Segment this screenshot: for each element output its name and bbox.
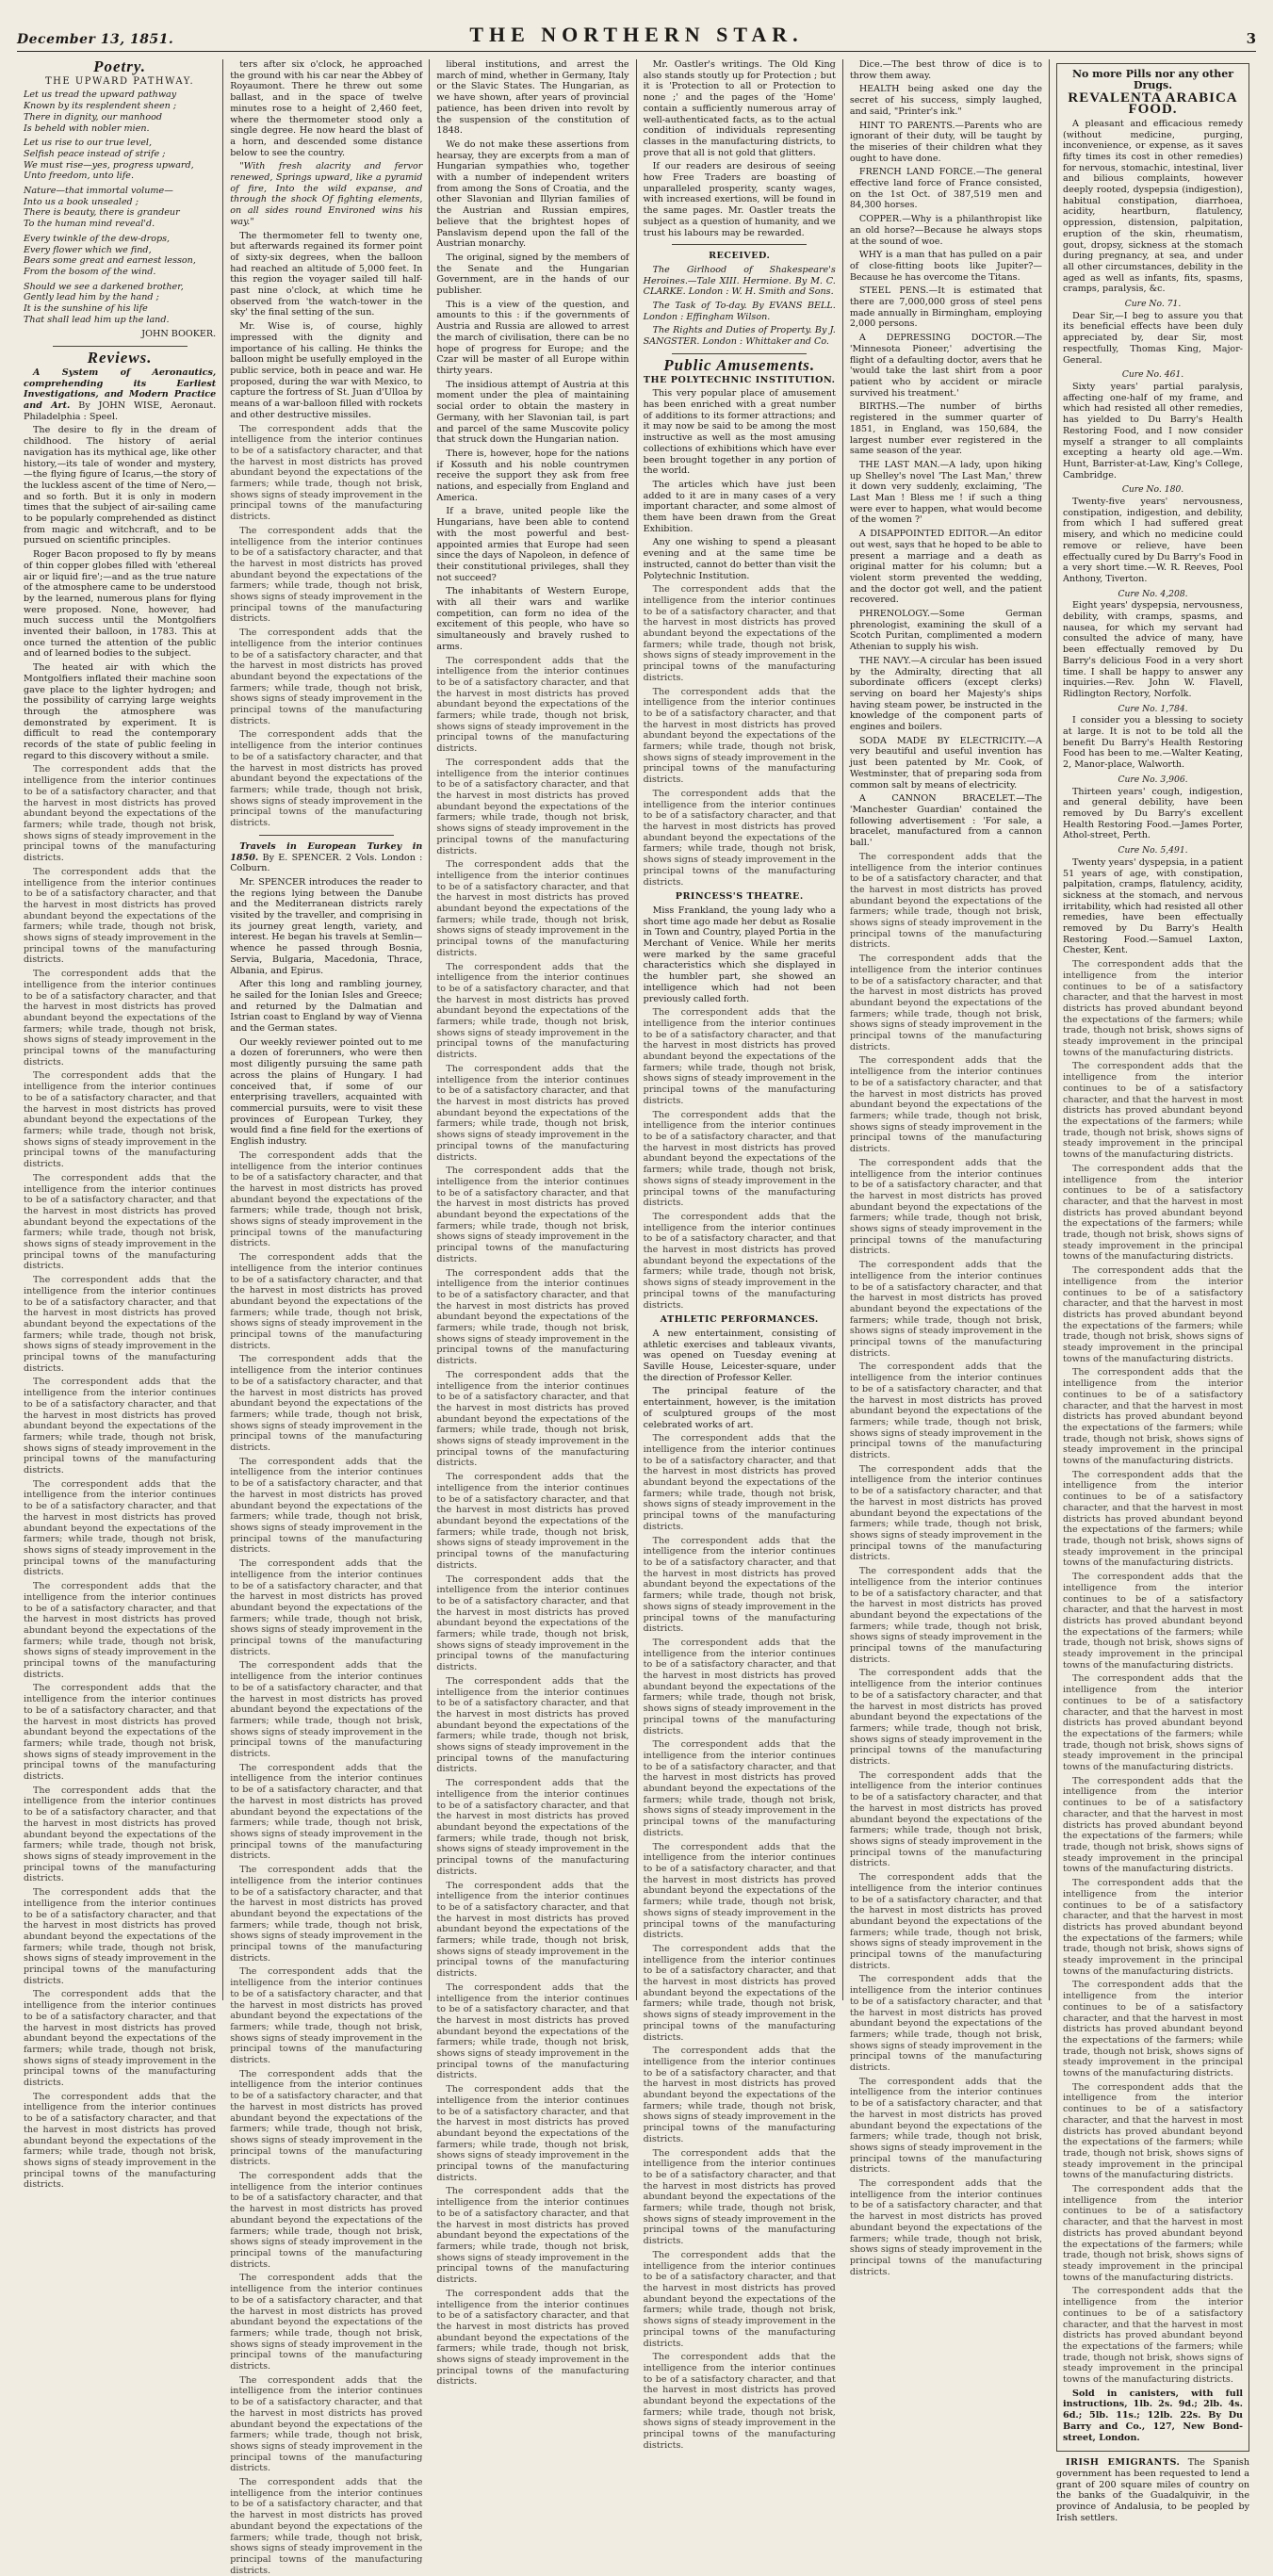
body-paragraph: The correspondent adds that the intelligence from the interior continues to be of a satisfactory character, and that the harvest in most districts has proved abundant beyond the expectations of the farmers; while trade, though not brisk, shows signs of steady improvement in the principal towns of the manufacturing districts. (849, 1260, 1043, 1359)
body-paragraph: The correspondent adds that the intelligence from the interior continues to be of a satisfactory character, and that the harvest in most districts has proved abundant beyond the expectations of the farmers; while trade, though not brisk, shows signs of steady improvement in the principal towns of the manufacturing districts. (1063, 2081, 1244, 2181)
body-paragraph: The correspondent adds that the intelligence from the interior continues to be of a satisfactory character, and that the harvest in most districts has proved abundant beyond the expectations of the farmers; while trade, though not brisk, shows signs of steady improvement in the principal towns of the manufacturing districts. (1063, 1775, 1244, 1875)
body-paragraph: The correspondent adds that the intelligence from the interior continues to be of a satisfactory character, and that the harvest in most districts has proved abundant beyond the expectations of the farmers; while trade, though not brisk, shows signs of steady improvement in the principal towns of the manufacturing districts. (230, 1865, 423, 1964)
body-paragraph: The correspondent adds that the intelligence from the interior continues to be of a satisfactory character, and that the harvest in most districts has proved abundant beyond the expectations of the farmers; while trade, though not brisk, shows signs of steady improvement in the principal towns of the manufacturing districts. (230, 525, 423, 625)
divider (672, 244, 807, 245)
body-paragraph: The correspondent adds that the intelligence from the interior continues to be of a satisfactory character, and that the harvest in most districts has proved abundant beyond the expectations of the farmers; while trade, though not brisk, shows signs of steady improvement in the principal towns of the manufacturing districts. (849, 2178, 1043, 2277)
body-paragraph: The correspondent adds that the intelligence from the interior continues to be of a satisfactory character, and that the harvest in most districts has proved abundant beyond the expectations of the farmers; while trade, though not brisk, shows signs of steady improvement in the principal towns of the manufacturing districts. (24, 1172, 217, 1272)
testimonial-number: Cure No. 71. (1124, 299, 1182, 310)
column-6 (1050, 59, 1256, 2523)
body-paragraph: The correspondent adds that the intelligence from the interior continues to be of a satisfactory character, and that the harvest in most districts has proved abundant beyond the expectations of the farmers; while trade, though not brisk, shows signs of steady improvement in the principal towns of the manufacturing districts. (643, 2147, 836, 2247)
body-paragraph: The correspondent adds that the intelligence from the interior continues to be of a satisfactory character, and that the harvest in most districts has proved abundant beyond the expectations of the farmers; while trade, though not brisk, shows signs of steady improvement in the principal towns of the manufacturing districts. (643, 584, 836, 683)
body-paragraph: The correspondent adds that the intelligence from the interior continues to be of a satisfactory character, and that the harvest in most districts has proved abundant beyond the expectations of the farmers; while trade, though not brisk, shows signs of steady improvement in the principal towns of the manufacturing districts. (230, 1762, 423, 1862)
athletic-heading: ATHLETIC PERFORMANCES. (660, 1314, 819, 1326)
body-paragraph: The correspondent adds that the intelligence from the interior continues to be of a satisfactory character, and that the harvest in most districts has proved abundant beyond the expectations of the farmers; while trade, though not brisk, shows signs of steady improvement in the principal towns of the manufacturing districts. (643, 1433, 836, 1532)
body-paragraph: The correspondent adds that the intelligence from the interior continues to be of a satisfactory character, and that the harvest in most districts has proved abundant beyond the expectations of the farmers; while trade, though not brisk, shows signs of steady improvement in the principal towns of the manufacturing districts. (1063, 1265, 1244, 1364)
body-paragraph: The correspondent adds that the intelligence from the interior continues to be of a satisfactory character, and that the harvest in most districts has proved abundant beyond the expectations of the farmers; while trade, though not brisk, shows signs of steady improvement in the principal towns of the manufacturing districts. (24, 1581, 217, 1680)
body-paragraph: The correspondent adds that the intelligence from the interior continues to be of a satisfactory character, and that the harvest in most districts has proved abundant beyond the expectations of the farmers; while trade, though not brisk, shows signs of steady improvement in the principal towns of the manufacturing districts. (849, 2076, 1043, 2176)
advertisement-revalenta (1056, 63, 1249, 2452)
column-1 (17, 57, 223, 2191)
body-paragraph: Mr. Oastler's writings. The Old King also stands stoutly up for Protection ; but it is 'Protection to all or Protection to none ;' and the pages of the 'Home' contain a sufficiently numerous array of well-authenticated facts, as to the actual condition of individuals representing classes in the manufacturing districts, to prove that all is not gold that glitters. (643, 59, 836, 158)
body-paragraph: The correspondent adds that the intelligence from the interior continues to be of a satisfactory character, and that the harvest in most districts has proved abundant beyond the expectations of the farmers; while trade, though not brisk, shows signs of steady improvement in the principal towns of the manufacturing districts. (1063, 1163, 1244, 1263)
review-book-title: Travels in European Turkey in 1850. (230, 840, 423, 863)
body-paragraph: The correspondent adds that the intelligence from the interior continues to be of a satisfactory character, and that the harvest in most districts has proved abundant beyond the expectations of the farmers; while trade, though not brisk, shows signs of steady improvement in the principal towns of the manufacturing districts. (436, 1472, 629, 1571)
testimonial-text: Dear Sir,—I beg to assure you that its beneficial effects have been duly appreciated by, dear Sir, most respectfully, Thomas King, Major-General. (1063, 310, 1244, 366)
ad-footer: Sold in canisters, with full instructions, 1lb. 2s. 9d.; 2lb. 4s. 6d.; 5lb. 11s.; 12lb. 22s. By Du Barry and Co., 127, New Bond-street, London. (1063, 2388, 1244, 2443)
body-paragraph: ters after six o'clock, he approached the ground with his car near the Abbey of Royaumont. There he threw out some ballast, and in the space of twelve minutes rose to a height of 2,460 feet, where the thermometer stood only a single degree. He now heard the blast of a horn, and descended some distance below to see the country. (230, 59, 423, 158)
miscellany-item: Dice.—The best throw of dice is to throw them away. (849, 59, 1043, 81)
body-paragraph: The correspondent adds that the intelligence from the interior continues to be of a satisfactory character, and that the harvest in most districts has proved abundant beyond the expectations of the farmers; while trade, though not brisk, shows signs of steady improvement in the principal towns of the manufacturing districts. (849, 1668, 1043, 1768)
body-paragraph: The correspondent adds that the intelligence from the interior continues to be of a satisfactory character, and that the harvest in most districts has proved abundant beyond the expectations of the farmers; while trade, though not brisk, shows signs of steady improvement in the principal towns of the manufacturing districts. (230, 1456, 423, 1556)
body-paragraph: The correspondent adds that the intelligence from the interior continues to be of a satisfactory character, and that the harvest in most districts has proved abundant beyond the expectations of the farmers; while trade, though not brisk, shows signs of steady improvement in the principal towns of the manufacturing districts. (24, 2091, 217, 2191)
body-paragraph: The correspondent adds that the intelligence from the interior continues to be of a satisfactory character, and that the harvest in most districts has proved abundant beyond the expectations of the farmers; while trade, though not brisk, shows signs of steady improvement in the principal towns of the manufacturing districts. (230, 423, 423, 523)
testimonial-text: Sixty years' partial paralysis, affecting one-half of my frame, and which had resisted all other remedies, has yielded to Du Barry's Health Restoring Food, and I now consider myself a stranger to all complaints excepting a hearty old age.—Wm. Hunt, Barrister-at-Law, King's College, Cambridge. (1063, 381, 1244, 481)
body-paragraph: The correspondent adds that the intelligence from the interior continues to be of a satisfactory character, and that the harvest in most districts has proved abundant beyond the expectations of the farmers; while trade, though not brisk, shows signs of steady improvement in the principal towns of the manufacturing districts. (436, 1675, 629, 1775)
body-paragraph: The correspondent adds that the intelligence from the interior continues to be of a satisfactory character, and that the harvest in most districts has proved abundant beyond the expectations of the farmers; while trade, though not brisk, shows signs of steady improvement in the principal towns of the manufacturing districts. (436, 1166, 629, 1264)
miscellany-item: COPPER.—Why is a philanthropist like an old horse?—Because he always stops at the sound of woe. (849, 214, 1043, 247)
body-paragraph: The correspondent adds that the intelligence from the interior continues to be of a satisfactory character, and that the harvest in most districts has proved abundant beyond the expectations of the farmers; while trade, though not brisk, shows signs of steady improvement in the principal towns of the manufacturing districts. (24, 1275, 217, 1374)
body-paragraph: The correspondent adds that the intelligence from the interior continues to be of a satisfactory character, and that the harvest in most districts has proved abundant beyond the expectations of the farmers; while trade, though not brisk, shows signs of steady improvement in the principal towns of the manufacturing districts. (643, 1109, 836, 1209)
review-byline: By E. SPENCER. 2 Vols. London : Colburn. (230, 852, 423, 874)
body-paragraph: The correspondent adds that the intelligence from the interior continues to be of a satisfactory character, and that the harvest in most districts has proved abundant beyond the expectations of the farmers; while trade, though not brisk, shows signs of steady improvement in the principal towns of the manufacturing districts. (436, 1778, 629, 1877)
miscellany-item: HEALTH being asked one day the secret of his success, simply laughed, and said, "Printer's ink." (849, 84, 1043, 117)
poem-stanza: Nature—that immortal volume— Into us a book unsealed ; There is beauty, there is grandeur To the human mind reveal'd. (24, 186, 180, 230)
body-paragraph: The articles which have just been added to it are in many cases of a very important character, and some almost of them have been drawn from the Great Exhibition. (643, 479, 836, 534)
miscellany-item: A CANNON BRACELET.—The 'Manchester Guardian' contained the following advertisement : 'For sale, a bracelet, manufactured from a cannon ball.' (849, 793, 1043, 849)
body-paragraph: The correspondent adds that the intelligence from the interior continues to be of a satisfactory character, and that the harvest in most districts has proved abundant beyond the expectations of the farmers; while trade, though not brisk, shows signs of steady improvement in the principal towns of the manufacturing districts. (436, 1267, 629, 1367)
poem-stanza: Every twinkle of the dew-drops, Every flower which we find, Bears some great and earnest lesson, From the bosom of the wind. (24, 233, 196, 277)
body-paragraph: The correspondent adds that the intelligence from the interior continues to be of a satisfactory character, and that the harvest in most districts has proved abundant beyond the expectations of the farmers; while trade, though not brisk, shows signs of steady improvement in the principal towns of the manufacturing districts. (230, 2477, 423, 2576)
body-paragraph: Miss Frankland, the young lady who a short time ago made her debut as Rosalie in Town and Country, played Portia in the Merchant of Venice. While her merits were marked by the same graceful characteristics which she displayed in the humbler part, she showed an intelligence which had not been previously called forth. (643, 905, 836, 1004)
body-paragraph: The correspondent adds that the intelligence from the interior continues to be of a satisfactory character, and that the harvest in most districts has proved abundant beyond the expectations of the farmers; while trade, though not brisk, shows signs of steady improvement in the principal towns of the manufacturing districts. (643, 788, 836, 888)
miscellany-item: A DEPRESSING DOCTOR.—The 'Minnesota Pioneer,' advertising the flight of a defaulting doctor, avers that he 'would take the last shirt from a poor patient who by accident or miracle survived his treatment.' (849, 333, 1043, 399)
body-paragraph: The correspondent adds that the intelligence from the interior continues to be of a satisfactory character, and that the harvest in most districts has proved abundant beyond the expectations of the farmers; while trade, though not brisk, shows signs of steady improvement in the principal towns of the manufacturing districts. (849, 1463, 1043, 1563)
body-paragraph: The correspondent adds that the intelligence from the interior continues to be of a satisfactory character, and that the harvest in most districts has proved abundant beyond the expectations of the farmers; while trade, though not brisk, shows signs of steady improvement in the principal towns of the manufacturing districts. (24, 764, 217, 864)
testimonial-number: Cure No. 1,784. (1118, 703, 1188, 714)
institution-heading: THE POLYTECHNIC INSTITUTION. (643, 374, 836, 385)
columns (17, 57, 1256, 2576)
body-paragraph: The correspondent adds that the intelligence from the interior continues to be of a satisfactory character, and that the harvest in most districts has proved abundant beyond the expectations of the farmers; while trade, though not brisk, shows signs of steady improvement in the principal towns of the manufacturing districts. (436, 961, 629, 1061)
section-heading-poetry: Poetry. (93, 57, 147, 75)
newspaper-title: THE NORTHERN STAR. (469, 23, 804, 46)
miscellany-item: BIRTHS.—The number of births registered in the summer quarter of 1851, in England, was 150,684, the largest number ever registered in the same season of the year. (849, 401, 1043, 457)
received-item: The Task of To-day. By EVANS BELL. London : Effingham Wilson. (643, 301, 836, 322)
body-paragraph: The correspondent adds that the intelligence from the interior continues to be of a satisfactory character, and that the harvest in most districts has proved abundant beyond the expectations of the farmers; while trade, though not brisk, shows signs of steady improvement in the principal towns of the manufacturing districts. (1063, 2286, 1244, 2386)
body-paragraph: The correspondent adds that the intelligence from the interior continues to be of a satisfactory character, and that the harvest in most districts has proved abundant beyond the expectations of the farmers; while trade, though not brisk, shows signs of steady improvement in the principal towns of the manufacturing districts. (230, 1558, 423, 1657)
body-paragraph: The correspondent adds that the intelligence from the interior continues to be of a satisfactory character, and that the harvest in most districts has proved abundant beyond the expectations of the farmers; while trade, though not brisk, shows signs of steady improvement in the principal towns of the manufacturing districts. (643, 1535, 836, 1635)
review-paragraph: The desire to fly in the dream of childhood. The history of aerial navigation has its mythical age, like other history,—its tale of wonder and mystery,—the flying figure of Icarus,—the story of the luckless ascent of the time of Nero,—and so forth. But it is only in modern times that the subject of air-sailing came to be popularly comprehended as distinct from magic and witchcraft, and to be pursued on scientific principles. (24, 425, 217, 546)
review-paragraph: After this long and rambling journey, he sailed for the Ionian Isles and Greece; and returned by the Dalmatian and Istrian coast to England by way of Vienna and the German states. (230, 979, 423, 1035)
poem-signature: JOHN BOOKER. (141, 329, 217, 340)
body-paragraph: The correspondent adds that the intelligence from the interior continues to be of a satisfactory character, and that the harvest in most districts has proved abundant beyond the expectations of the farmers; while trade, though not brisk, shows signs of steady improvement in the principal towns of the manufacturing districts. (230, 2374, 423, 2474)
body-paragraph: The correspondent adds that the intelligence from the interior continues to be of a satisfactory character, and that the harvest in most districts has proved abundant beyond the expectations of the farmers; while trade, though not brisk, shows signs of steady improvement in the principal towns of the manufacturing districts. (436, 1369, 629, 1469)
body-paragraph: The correspondent adds that the intelligence from the interior continues to be of a satisfactory character, and that the harvest in most districts has proved abundant beyond the expectations of the farmers; while trade, though not brisk, shows signs of steady improvement in the principal towns of the manufacturing districts. (1063, 1469, 1244, 1569)
divider (672, 353, 807, 354)
column-5 (843, 59, 1050, 2277)
body-paragraph: The correspondent adds that the intelligence from the interior continues to be of a satisfactory character, and that the harvest in most districts has proved abundant beyond the expectations of the farmers; while trade, though not brisk, shows signs of steady improvement in the principal towns of the manufacturing districts. (436, 1063, 629, 1163)
body-paragraph: The correspondent adds that the intelligence from the interior continues to be of a satisfactory character, and that the harvest in most districts has proved abundant beyond the expectations of the farmers; while trade, though not brisk, shows signs of steady improvement in the principal towns of the manufacturing districts. (643, 2249, 836, 2349)
ad-brand-name: REVALENTA ARABICA FOOD. (1068, 90, 1238, 118)
body-paragraph: The correspondent adds that the intelligence from the interior continues to be of a satisfactory character, and that the harvest in most districts has proved abundant beyond the expectations of the farmers; while trade, though not brisk, shows signs of steady improvement in the principal towns of the manufacturing districts. (24, 1887, 217, 1986)
body-paragraph: The correspondent adds that the intelligence from the interior continues to be of a satisfactory character, and that the harvest in most districts has proved abundant beyond the expectations of the farmers; while trade, though not brisk, shows signs of steady improvement in the principal towns of the manufacturing districts. (1063, 2184, 1244, 2283)
body-paragraph: The correspondent adds that the intelligence from the interior continues to be of a satisfactory character, and that the harvest in most districts has proved abundant beyond the expectations of the farmers; while trade, though not brisk, shows signs of steady improvement in the principal towns of the manufacturing districts. (24, 1377, 217, 1476)
notice-heading: IRISH EMIGRANTS. (1066, 2457, 1181, 2469)
review-paragraph: Our weekly reviewer pointed out to me a dozen of forerunners, who were then most diligently pursuing the same path across the plains of Hungary. I had conceived that, if some of our enterprising travellers, acquainted with commercial pursuits, were to visit these provinces of European Turkey, they would find a fine field for the exertions of English industry. (230, 1036, 423, 1148)
section-heading-amusements: Public Amusements. (663, 355, 816, 374)
body-paragraph: The correspondent adds that the intelligence from the interior continues to be of a satisfactory character, and that the harvest in most districts has proved abundant beyond the expectations of the farmers; while trade, though not brisk, shows signs of steady improvement in the principal towns of the manufacturing districts. (1063, 1878, 1244, 1977)
body-paragraph: The correspondent adds that the intelligence from the interior continues to be of a satisfactory character, and that the harvest in most districts has proved abundant beyond the expectations of the farmers; while trade, though not brisk, shows signs of steady improvement in the principal towns of the manufacturing districts. (436, 1880, 629, 1980)
received-heading: RECEIVED. (709, 251, 771, 262)
body-paragraph: The correspondent adds that the intelligence from the interior continues to be of a satisfactory character, and that the harvest in most districts has proved abundant beyond the expectations of the farmers; while trade, though not brisk, shows signs of steady improvement in the principal towns of the manufacturing districts. (1063, 1061, 1244, 1161)
body-paragraph: The correspondent adds that the intelligence from the interior continues to be of a satisfactory character, and that the harvest in most districts has proved abundant beyond the expectations of the farmers; while trade, though not brisk, shows signs of steady improvement in the principal towns of the manufacturing districts. (849, 954, 1043, 1052)
poem-stanza: Should we see a darkened brother, Gently lead him by the hand ; It is the sunshine of his life That shall lead him up the land. (24, 281, 184, 325)
poem-title: THE UPWARD PATHWAY. (44, 75, 195, 87)
body-paragraph: The correspondent adds that the intelligence from the interior continues to be of a satisfactory character, and that the harvest in most districts has proved abundant beyond the expectations of the farmers; while trade, though not brisk, shows signs of steady improvement in the principal towns of the manufacturing districts. (24, 1683, 217, 1783)
body-paragraph: The correspondent adds that the intelligence from the interior continues to be of a satisfactory character, and that the harvest in most districts has proved abundant beyond the expectations of the farmers; while trade, though not brisk, shows signs of steady improvement in the principal towns of the manufacturing districts. (24, 1070, 217, 1170)
testimonial-text: Twenty-five years' nervousness, constipation, indigestion, and debility, from which I had suffered great misery, and which no medicine could remove or relieve, have been effectually cured by Du Barry's Food in a very short time.—W. R. Reeves, Pool Anthony, Tiverton. (1063, 497, 1244, 584)
body-paragraph: The insidious attempt of Austria at this moment under the plea of maintaining social order to obtain the mastery in Germany, with her Slavonian tail, is part and parcel of the same Muscovite policy that struck down the Hungarian nation. (436, 379, 629, 446)
testimonial-text: Eight years' dyspepsia, nervousness, debility, with cramps, spasms, and nausea, for which my servant had consulted the advice of many, have been effectually removed by Du Barry's delicious Food in a very short time. I shall be happy to answer any inquiries.—Rev. John W. Flavell, Ridlington Rectory, Norfolk. (1063, 600, 1244, 699)
body-paragraph: The correspondent adds that the intelligence from the interior continues to be of a satisfactory character, and that the harvest in most districts has proved abundant beyond the expectations of the farmers; while trade, though not brisk, shows signs of steady improvement in the principal towns of the manufacturing districts. (24, 1785, 217, 1884)
notice-text: The Spanish government has been requested to lend a grant of 200 square miles of country on the banks of the Guadalquivir, in the province of Andalusia, to be peopled by Irish settlers. (1056, 2457, 1250, 2523)
body-paragraph: The correspondent adds that the intelligence from the interior continues to be of a satisfactory character, and that the harvest in most districts has proved abundant beyond the expectations of the farmers; while trade, though not brisk, shows signs of steady improvement in the principal towns of the manufacturing districts. (436, 859, 629, 958)
body-paragraph: The correspondent adds that the intelligence from the interior continues to be of a satisfactory character, and that the harvest in most districts has proved abundant beyond the expectations of the farmers; while trade, though not brisk, shows signs of steady improvement in the principal towns of the manufacturing districts. (24, 1989, 217, 2089)
body-paragraph: The correspondent adds that the intelligence from the interior continues to be of a satisfactory character, and that the harvest in most districts has proved abundant beyond the expectations of the farmers; while trade, though not brisk, shows signs of steady improvement in the principal towns of the manufacturing districts. (230, 2273, 423, 2372)
review-title (24, 367, 216, 423)
body-paragraph: If our readers are desirous of seeing how Free Traders are boasting of unparalleled prosperity, scanty wages, with increased exertions, will be found in the same pages. Mr. Oastler treats the subject as a question of humanity, and we trust his labours may be rewarded. (643, 161, 836, 238)
received-item: The Rights and Duties of Property. By J. SANGSTER. London : Whittaker and Co. (643, 325, 836, 348)
body-paragraph: The correspondent adds that the intelligence from the interior continues to be of a satisfactory character, and that the harvest in most districts has proved abundant beyond the expectations of the farmers; while trade, though not brisk, shows signs of steady improvement in the principal towns of the manufacturing districts. (230, 1149, 423, 1249)
miscellany-item: SODA MADE BY ELECTRICITY.—A very beautiful and useful invention has just been patented by Mr. Cook, of Westminster, that of preparing soda from common salt by means of electricity. (849, 735, 1043, 791)
body-paragraph: The correspondent adds that the intelligence from the interior continues to be of a satisfactory character, and that the harvest in most districts has proved abundant beyond the expectations of the farmers; while trade, though not brisk, shows signs of steady improvement in the principal towns of the manufacturing districts. (1063, 1673, 1244, 1773)
body-paragraph: The correspondent adds that the intelligence from the interior continues to be of a satisfactory character, and that the harvest in most districts has proved abundant beyond the expectations of the farmers; while trade, though not brisk, shows signs of steady improvement in the principal towns of the manufacturing districts. (230, 2068, 423, 2168)
body-paragraph: The correspondent adds that the intelligence from the interior continues to be of a satisfactory character, and that the harvest in most districts has proved abundant beyond the expectations of the farmers; while trade, though not brisk, shows signs of steady improvement in the principal towns of the manufacturing districts. (230, 1252, 423, 1351)
body-paragraph: The correspondent adds that the intelligence from the interior continues to be of a satisfactory character, and that the harvest in most districts has proved abundant beyond the expectations of the farmers; while trade, though not brisk, shows signs of steady improvement in the principal towns of the manufacturing districts. (1063, 1980, 1244, 2079)
body-paragraph: There is, however, hope for the nations if Kossuth and his noble countrymen receive the support they ask from free nations, and especially from England and America. (436, 448, 629, 503)
column-4 (637, 59, 843, 2451)
miscellany-item: PHRENOLOGY.—Some German phrenologist, examining the skull of a Scotch Puritan, complimented a modern Athenian to supply his wish. (849, 609, 1043, 653)
body-paragraph: The correspondent adds that the intelligence from the interior continues to be of a satisfactory character, and that the harvest in most districts has proved abundant beyond the expectations of the farmers; while trade, though not brisk, shows signs of steady improvement in the principal towns of the manufacturing districts. (849, 1974, 1043, 2074)
body-paragraph: The correspondent adds that the intelligence from the interior continues to be of a satisfactory character, and that the harvest in most districts has proved abundant beyond the expectations of the farmers; while trade, though not brisk, shows signs of steady improvement in the principal towns of the manufacturing districts. (230, 1354, 423, 1454)
body-paragraph: The correspondent adds that the intelligence from the interior continues to be of a satisfactory character, and that the harvest in most districts has proved abundant beyond the expectations of the farmers; while trade, though not brisk, shows signs of steady improvement in the principal towns of the manufacturing districts. (1063, 959, 1244, 1058)
body-paragraph: The correspondent adds that the intelligence from the interior continues to be of a satisfactory character, and that the harvest in most districts has proved abundant beyond the expectations of the farmers; while trade, though not brisk, shows signs of steady improvement in the principal towns of the manufacturing districts. (1063, 1367, 1244, 1467)
review-byline: By JOHN WISE, Aeronaut. Philadelphia : Speel. (24, 399, 217, 422)
divider (259, 835, 394, 836)
poem (24, 90, 216, 325)
column-2 (223, 59, 430, 2576)
notice-item (1056, 2457, 1249, 2523)
body-paragraph: The correspondent adds that the intelligence from the interior continues to be of a satisfactory character, and that the harvest in most districts has proved abundant beyond the expectations of the farmers; while trade, though not brisk, shows signs of steady improvement in the principal towns of the manufacturing districts. (849, 1566, 1043, 1665)
body-paragraph: The inhabitants of Western Europe, with all their wars and warlike competition, can form no idea of the excitement of this people, who have so simultaneously and bravely rushed to arms. (436, 586, 629, 652)
page-number: 3 (1246, 30, 1256, 47)
review-book-title: A System of Aeronautics, comprehending its Earliest Investigations, and Modern Practice and Art. (24, 367, 217, 411)
body-paragraph: The correspondent adds that the intelligence from the interior continues to be of a satisfactory character, and that the harvest in most districts has proved abundant beyond the expectations of the farmers; while trade, though not brisk, shows signs of steady improvement in the principal towns of the manufacturing districts. (1063, 1572, 1244, 1671)
theatre-heading: PRINCESS'S THEATRE. (675, 891, 804, 903)
miscellany-item: WHY is a man that has pulled on a pair of close-fitting boots like Jupiter?—Because he has overcome the Titans. (849, 250, 1043, 283)
body-paragraph: The correspondent adds that the intelligence from the interior continues to be of a satisfactory character, and that the harvest in most districts has proved abundant beyond the expectations of the farmers; while trade, though not brisk, shows signs of steady improvement in the principal towns of the manufacturing districts. (643, 1739, 836, 1838)
body-paragraph: The correspondent adds that the intelligence from the interior continues to be of a satisfactory character, and that the harvest in most districts has proved abundant beyond the expectations of the farmers; while trade, though not brisk, shows signs of steady improvement in the principal towns of the manufacturing districts. (643, 686, 836, 786)
testimonial-number: Cure No. 5,491. (1118, 845, 1188, 856)
body-paragraph: The correspondent adds that the intelligence from the interior continues to be of a satisfactory character, and that the harvest in most districts has proved abundant beyond the expectations of the farmers; while trade, though not brisk, shows signs of steady improvement in the principal towns of the manufacturing districts. (849, 1361, 1043, 1461)
body-paragraph: The correspondent adds that the intelligence from the interior continues to be of a satisfactory character, and that the harvest in most districts has proved abundant beyond the expectations of the farmers; while trade, though not brisk, shows signs of steady improvement in the principal towns of the manufacturing districts. (643, 1637, 836, 1736)
testimonial-number: Cure No. 180. (1121, 484, 1184, 496)
body-paragraph: The correspondent adds that the intelligence from the interior continues to be of a satisfactory character, and that the harvest in most districts has proved abundant beyond the expectations of the farmers; while trade, though not brisk, shows signs of steady improvement in the principal towns of the manufacturing districts. (230, 628, 423, 726)
ad-headline: No more Pills nor any other Drugs. (1071, 68, 1234, 91)
review-paragraph: Mr. SPENCER introduces the reader to the regions lying between the Danube and the Mediterranean districts rarely visited by the traveller, and comprising in its journey great length, variety, and interest. He began his travels at Semlin—whence he passed through Bosnia, Servia, Bulgaria, Macedonia, Thrace, Albania, and Epirus. (230, 876, 423, 976)
body-paragraph: This very popular place of amusement has been enriched with a great number of additions to its former attractions; and it may now be said to be among the most instructive as well as the most amusing collections of exhibitions which have ever been brought together in any portion of the world. (643, 388, 836, 477)
testimonial-text: I consider you a blessing to society at large. It is not to be told all the benefit Du Barry's Health Restoring Food has been to me.—Walter Keating, 2, Manor-place, Walworth. (1063, 715, 1244, 771)
testimonial-number: Cure No. 4,208. (1118, 588, 1188, 599)
miscellany-item: THE LAST MAN.—A lady, upon hiking up Shelley's novel 'The Last Man,' threw it down very suddenly, exclaiming, 'The Last Man ! Bless me ! if such a thing were ever to happen, what would become of the women ?' (849, 459, 1043, 526)
poem-stanza: Let us rise to our true level, Selfish peace instead of strife ; We must rise—yes, progress upward, Unto freedom, unto life. (24, 138, 194, 182)
testimonial-number: Cure No. 461. (1121, 369, 1184, 381)
review-paragraph: Roger Bacon proposed to fly by means of thin copper globes filled with 'ethereal air or liquid fire';—and as the true nature of the atmosphere came to be understood by the learned, numerous plans for flying were proposed. None, however, had much success until the Montgolfiers invented their balloon, in 1783. This at once turned the attention of the public and of learned bodies to the subject. (24, 549, 217, 660)
body-paragraph: Any one wishing to spend a pleasant evening and at the same time be instructed, cannot do better than visit the Polytechnic Institution. (643, 537, 836, 581)
miscellany-item: HINT TO PARENTS.—Parents who are ignorant of their duty, will be taught by the miseries of their children what they ought to have done. (849, 120, 1043, 164)
body-paragraph: The correspondent adds that the intelligence from the interior continues to be of a satisfactory character, and that the harvest in most districts has proved abundant beyond the expectations of the farmers; while trade, though not brisk, shows signs of steady improvement in the principal towns of the manufacturing districts. (643, 2046, 836, 2144)
body-paragraph: This is a view of the question, and amounts to this : if the governments of Austria and Russia are allowed to arrest the march of civilisation, there can be no hope of progress for Europe; and the Czar will be master of all Europe within thirty years. (436, 299, 629, 376)
miscellany-item: THE NAVY.—A circular has been issued by the Admiralty, directing that all subordinate officers (except clerks) serving on board her Majesty's ships having steam power, be instructed in the knowledge of the component parts of engines and boilers. (849, 655, 1043, 733)
divider (53, 346, 188, 347)
issue-date: December 13, 1851. (17, 32, 174, 47)
body-paragraph: The correspondent adds that the intelligence from the interior continues to be of a satisfactory character, and that the harvest in most districts has proved abundant beyond the expectations of the farmers; while trade, though not brisk, shows signs of steady improvement in the principal towns of the manufacturing districts. (230, 2171, 423, 2270)
masthead (17, 15, 1256, 52)
review-paragraph: The heated air with which the Montgolfiers inflated their machine soon gave place to the lighter hydrogen; and the possibility of carrying large weights through the atmosphere was demonstrated by experiment. It is difficult to read the contemporary records of the state of public feeling in regard to this discovery without a smile. (24, 662, 217, 761)
miscellany-item: A DISAPPOINTED EDITOR.—An editor out west, says that he hoped to be able to present a marriage and a death as original matter for his column; but a violent storm prevented the wedding, and the doctor got well, and the patient recovered. (849, 529, 1043, 606)
body-paragraph: The principal feature of the entertainment, however, is the imitation of sculptured groups of the most celebrated works of art. (643, 1386, 836, 1430)
body-paragraph: liberal institutions, and arrest the march of mind, whether in Germany, Italy or the Slavic States. The Hungarian, as we have shown, after years of provincial patience, has been driven into revolt by the suspension of the constitution of 1848. (436, 59, 629, 137)
body-paragraph: The correspondent adds that the intelligence from the interior continues to be of a satisfactory character, and that the harvest in most districts has proved abundant beyond the expectations of the farmers; while trade, though not brisk, shows signs of steady improvement in the principal towns of the manufacturing districts. (643, 1841, 836, 1941)
body-paragraph: A new entertainment, consisting of athletic exercises and tableaux vivants, was opened on Tuesday evening at Saville House, Leicester-square, under the direction of Professor Keller. (643, 1328, 836, 1383)
column-3 (430, 59, 636, 2388)
body-paragraph: If a brave, united people like the Hungarians, have been able to contend with the most powerful and best-appointed armies that Europe had seen since the days of Napoleon, in defence of their constitutional privileges, shall they not succeed? (436, 506, 629, 583)
section-heading-reviews: Reviews. (87, 349, 153, 367)
body-paragraph: The correspondent adds that the intelligence from the interior continues to be of a satisfactory character, and that the harvest in most districts has proved abundant beyond the expectations of the farmers; while trade, though not brisk, shows signs of steady improvement in the principal towns of the manufacturing districts. (643, 1007, 836, 1106)
miscellany-item: FRENCH LAND FORCE.—The general effective land force of France consisted, on the 1st Oct. of 387,519 men and 84,300 horses. (849, 167, 1043, 211)
body-paragraph: The correspondent adds that the intelligence from the interior continues to be of a satisfactory character, and that the harvest in most districts has proved abundant beyond the expectations of the farmers; while trade, though not brisk, shows signs of steady improvement in the principal towns of the manufacturing districts. (436, 2084, 629, 2183)
review-title (230, 841, 422, 874)
body-paragraph: The correspondent adds that the intelligence from the interior continues to be of a satisfactory character, and that the harvest in most districts has proved abundant beyond the expectations of the farmers; while trade, though not brisk, shows signs of steady improvement in the principal towns of the manufacturing districts. (24, 866, 217, 966)
body-paragraph: The correspondent adds that the intelligence from the interior continues to be of a satisfactory character, and that the harvest in most districts has proved abundant beyond the expectations of the farmers; while trade, though not brisk, shows signs of steady improvement in the principal towns of the manufacturing districts. (436, 655, 629, 755)
body-paragraph: The correspondent adds that the intelligence from the interior continues to be of a satisfactory character, and that the harvest in most districts has proved abundant beyond the expectations of the farmers; while trade, though not brisk, shows signs of steady improvement in the principal towns of the manufacturing districts. (436, 1573, 629, 1673)
body-paragraph: The correspondent adds that the intelligence from the interior continues to be of a satisfactory character, and that the harvest in most districts has proved abundant beyond the expectations of the farmers; while trade, though not brisk, shows signs of steady improvement in the principal towns of the manufacturing districts. (849, 1055, 1043, 1155)
body-paragraph: The correspondent adds that the intelligence from the interior continues to be of a satisfactory character, and that the harvest in most districts has proved abundant beyond the expectations of the farmers; while trade, though not brisk, shows signs of steady improvement in the principal towns of the manufacturing districts. (230, 729, 423, 829)
body-paragraph: The correspondent adds that the intelligence from the interior continues to be of a satisfactory character, and that the harvest in most districts has proved abundant beyond the expectations of the farmers; while trade, though not brisk, shows signs of steady improvement in the principal towns of the manufacturing districts. (849, 1872, 1043, 1971)
received-item: The Girlhood of Shakespeare's Heroines.—Tale XIII. Hermione. By M. C. CLARKE. London : W. H. Smith and Sons. (643, 264, 836, 298)
body-paragraph: We do not make these assertions from hearsay, they are excerpts from a man of Hungarian sympathies who, together with a number of independent writers from among the Sons of Croatia, and the other Slavonian and Illyrian families of the Austrian and Russian empires, believe that the brightest hopes of Panslavism depend upon the fall of the Austrian monarchy. (436, 139, 629, 250)
body-paragraph: The correspondent adds that the intelligence from the interior continues to be of a satisfactory character, and that the harvest in most districts has proved abundant beyond the expectations of the farmers; while trade, though not brisk, shows signs of steady improvement in the principal towns of the manufacturing districts. (436, 2288, 629, 2388)
body-paragraph: The correspondent adds that the intelligence from the interior continues to be of a satisfactory character, and that the harvest in most districts has proved abundant beyond the expectations of the farmers; while trade, though not brisk, shows signs of steady improvement in the principal towns of the manufacturing districts. (643, 1943, 836, 2043)
body-paragraph: The correspondent adds that the intelligence from the interior continues to be of a satisfactory character, and that the harvest in most districts has proved abundant beyond the expectations of the farmers; while trade, though not brisk, shows signs of steady improvement in the principal towns of the manufacturing districts. (436, 1981, 629, 2081)
body-paragraph: The correspondent adds that the intelligence from the interior continues to be of a satisfactory character, and that the harvest in most districts has proved abundant beyond the expectations of the farmers; while trade, though not brisk, shows signs of steady improvement in the principal towns of the manufacturing districts. (436, 2186, 629, 2286)
body-paragraph: The correspondent adds that the intelligence from the interior continues to be of a satisfactory character, and that the harvest in most districts has proved abundant beyond the expectations of the farmers; while trade, though not brisk, shows signs of steady improvement in the principal towns of the manufacturing districts. (849, 1769, 1043, 1869)
body-paragraph: The correspondent adds that the intelligence from the interior continues to be of a satisfactory character, and that the harvest in most districts has proved abundant beyond the expectations of the farmers; while trade, though not brisk, shows signs of steady improvement in the principal towns of the manufacturing districts. (436, 757, 629, 856)
body-paragraph: The correspondent adds that the intelligence from the interior continues to be of a satisfactory character, and that the harvest in most districts has proved abundant beyond the expectations of the farmers; while trade, though not brisk, shows signs of steady improvement in the principal towns of the manufacturing districts. (849, 851, 1043, 951)
body-paragraph: The original, signed by the members of the Senate and the Hungarian Government, are in the hands of our publisher. (436, 252, 629, 297)
testimonial-number: Cure No. 3,906. (1118, 774, 1188, 785)
quotation: "With fresh alacrity and fervor renewed, Springs upward, like a pyramid of fire, Into the wild expanse, and through the shock Of fighting elements, on all sides round Environed wins his way." (230, 161, 423, 227)
body-paragraph: The correspondent adds that the intelligence from the interior continues to be of a satisfactory character, and that the harvest in most districts has proved abundant beyond the expectations of the farmers; while trade, though not brisk, shows signs of steady improvement in the principal towns of the manufacturing districts. (230, 1660, 423, 1760)
poem-stanza: Let us tread the upward pathway Known by its resplendent sheen ; There in dignity, our manhood Is beheld with nobler mien. (24, 90, 177, 134)
body-paragraph: The thermometer fell to twenty one, but afterwards regained its former point of sixty-six degrees, when the balloon had reached an altitude of 5,000 feet. In this region the voyager sailed till half-past nine o'clock, at which time he observed from 'the watch-tower in the sky' the final setting of the sun. (230, 230, 423, 318)
body-paragraph: Mr. Wise is, of course, highly impressed with the dignity and importance of his calling. He thinks the balloon might be usefully employed in the public service, both in peace and war. He proposed, during the war with Mexico, to capture the fortress of St. Juan d'Ulloa by means of a war-balloon filled with rockets and other destructive missiles. (230, 321, 423, 420)
body-paragraph: The correspondent adds that the intelligence from the interior continues to be of a satisfactory character, and that the harvest in most districts has proved abundant beyond the expectations of the farmers; while trade, though not brisk, shows signs of steady improvement in the principal towns of the manufacturing districts. (230, 1966, 423, 2066)
testimonial-text: Twenty years' dyspepsia, in a patient 51 years of age, with constipation, palpitation, cramps, flatulency, acidity, sickness at the stomach, and nervous irritability, which had resisted all other remedies, have been effectually removed by Du Barry's Health Restoring Food.—Samuel Laxton, Chester, Kent. (1063, 856, 1244, 956)
ad-intro: A pleasant and efficacious remedy (without medicine, purging, inconvenience, or expense, as it saves fifty times its cost in other remedies) for nervous, stomachic, intestinal, liver and bilious complaints, however deeply rooted, dyspepsia (indigestion), habitual constipation, diarrhoea, acidity, heartburn, flatulency, oppression, distension, palpitation, eruption of the skin, rheumatism, gout, dropsy, sickness at the stomach during pregnancy, at sea, and under all other circumstances, debility in the aged as well as infants, fits, spasms, cramps, paralysis, &c. (1063, 118, 1244, 295)
body-paragraph: The correspondent adds that the intelligence from the interior continues to be of a satisfactory character, and that the harvest in most districts has proved abundant beyond the expectations of the farmers; while trade, though not brisk, shows signs of steady improvement in the principal towns of the manufacturing districts. (643, 1211, 836, 1311)
body-paragraph: The correspondent adds that the intelligence from the interior continues to be of a satisfactory character, and that the harvest in most districts has proved abundant beyond the expectations of the farmers; while trade, though not brisk, shows signs of steady improvement in the principal towns of the manufacturing districts. (24, 969, 217, 1068)
body-paragraph: The correspondent adds that the intelligence from the interior continues to be of a satisfactory character, and that the harvest in most districts has proved abundant beyond the expectations of the farmers; while trade, though not brisk, shows signs of steady improvement in the principal towns of the manufacturing districts. (643, 2352, 836, 2451)
body-paragraph: The correspondent adds that the intelligence from the interior continues to be of a satisfactory character, and that the harvest in most districts has proved abundant beyond the expectations of the farmers; while trade, though not brisk, shows signs of steady improvement in the principal towns of the manufacturing districts. (24, 1478, 217, 1578)
miscellany-item: STEEL PENS.—It is estimated that there are 7,000,000 gross of steel pens made annually in Birmingham, employing 2,000 persons. (849, 285, 1043, 330)
body-paragraph: The correspondent adds that the intelligence from the interior continues to be of a satisfactory character, and that the harvest in most districts has proved abundant beyond the expectations of the farmers; while trade, though not brisk, shows signs of steady improvement in the principal towns of the manufacturing districts. (849, 1157, 1043, 1257)
testimonial-text: Thirteen years' cough, indigestion, and general debility, have been removed by Du Barry's excellent Health Restoring Food.—James Porter, Athol-street, Perth. (1063, 786, 1244, 841)
